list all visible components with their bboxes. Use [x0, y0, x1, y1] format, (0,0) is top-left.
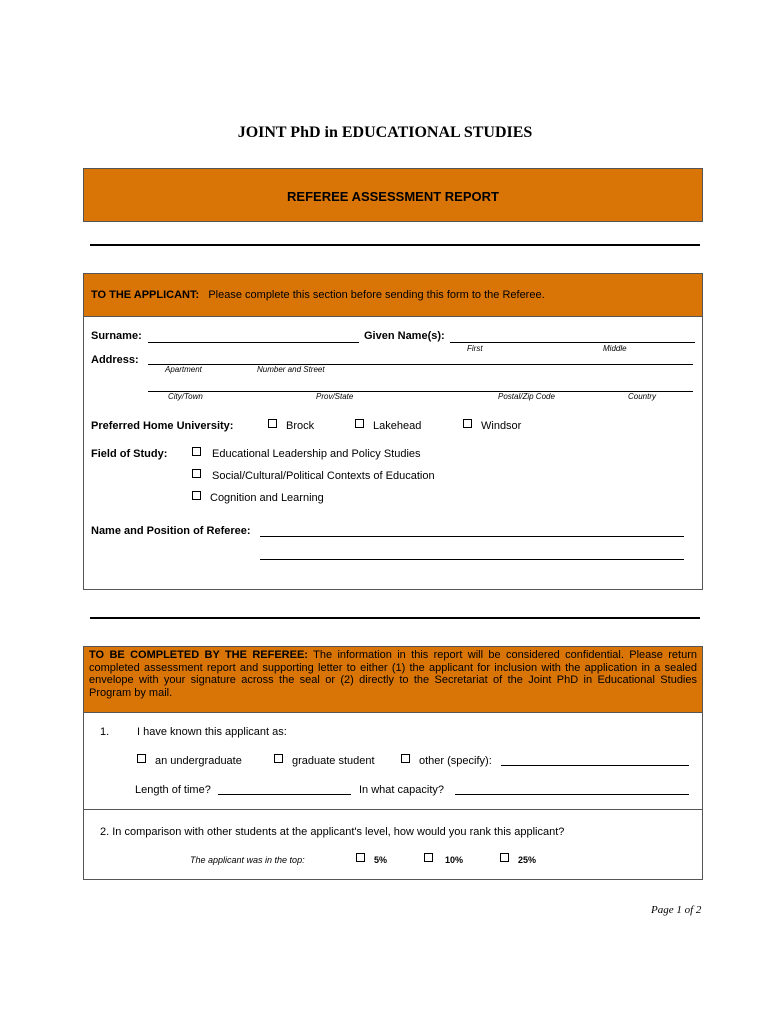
surname-field[interactable]	[148, 342, 359, 343]
length-label: Length of time?	[135, 784, 211, 796]
given-names-field[interactable]	[450, 342, 695, 343]
applicant-heading-bold: TO THE APPLICANT:	[91, 289, 200, 301]
checkbox-field-cognition[interactable]	[192, 491, 201, 500]
checkbox-graduate[interactable]	[274, 754, 283, 763]
applicant-heading-text: Please complete this section before sending this form to the Referee.	[208, 289, 545, 301]
referee-divider	[84, 809, 702, 810]
checkbox-undergraduate[interactable]	[137, 754, 146, 763]
checkbox-field-social[interactable]	[192, 469, 201, 478]
address-label: Address:	[91, 354, 139, 366]
field-cognition: Cognition and Learning	[210, 492, 324, 504]
university-label: Preferred Home University:	[91, 420, 234, 432]
other-specify-field[interactable]	[501, 765, 689, 766]
q2-text: 2. In comparison with other students at the applicant's level, how would you rank this applicant?	[100, 826, 565, 838]
field-label: Field of Study:	[91, 448, 168, 460]
rank-10: 10%	[445, 855, 464, 865]
field-social: Social/Cultural/Political Contexts of Education	[212, 470, 435, 482]
middle-label: Middle	[603, 344, 627, 353]
referee-heading-bar	[84, 647, 702, 713]
length-field[interactable]	[218, 794, 351, 795]
checkbox-rank-10[interactable]	[424, 853, 433, 862]
address-line-2[interactable]	[148, 391, 693, 392]
field-leadership: Educational Leadership and Policy Studies	[212, 448, 421, 460]
university-brock: Brock	[286, 420, 315, 432]
divider-middle	[90, 617, 700, 619]
divider-top	[90, 244, 700, 246]
q1-number: 1.	[100, 726, 110, 738]
referee-heading	[89, 649, 697, 699]
country-label: Country	[628, 392, 657, 401]
page-title: JOINT PhD in EDUCATIONAL STUDIES	[237, 124, 533, 141]
rank-25: 25%	[518, 855, 537, 865]
applicant-heading	[91, 289, 545, 301]
referee-field-1[interactable]	[260, 536, 684, 537]
referee-label: Name and Position of Referee:	[91, 525, 251, 537]
capacity-field[interactable]	[455, 794, 689, 795]
apartment-label: Apartment	[165, 365, 202, 374]
checkbox-field-leadership[interactable]	[192, 447, 201, 456]
capacity-label: In what capacity?	[359, 784, 444, 796]
rank-5: 5%	[374, 855, 388, 865]
referee-heading-bold: TO BE COMPLETED BY THE REFEREE:	[89, 649, 308, 661]
prov-label: Prov/State	[316, 392, 354, 401]
report-header: REFEREE ASSESSMENT REPORT	[287, 189, 499, 204]
q1-text: I have known this applicant as:	[137, 726, 287, 738]
surname-label: Surname:	[91, 330, 142, 342]
address-line-1[interactable]	[148, 364, 693, 365]
checkbox-rank-25[interactable]	[500, 853, 509, 862]
given-names-label: Given Name(s):	[364, 330, 445, 342]
option-other: other (specify):	[419, 755, 492, 767]
applicant-heading-bar	[84, 274, 702, 317]
first-label: First	[467, 344, 483, 353]
option-graduate: graduate student	[292, 755, 375, 767]
checkbox-brock[interactable]	[268, 419, 277, 428]
option-undergraduate: an undergraduate	[155, 755, 242, 767]
postal-label: Postal/Zip Code	[498, 392, 555, 401]
checkbox-windsor[interactable]	[463, 419, 472, 428]
checkbox-other[interactable]	[401, 754, 410, 763]
checkbox-lakehead[interactable]	[355, 419, 364, 428]
street-label: Number and Street	[257, 365, 325, 374]
university-windsor: Windsor	[481, 420, 522, 432]
top-label: The applicant was in the top:	[190, 855, 305, 865]
referee-field-2[interactable]	[260, 559, 684, 560]
checkbox-rank-5[interactable]	[356, 853, 365, 862]
university-lakehead: Lakehead	[373, 420, 422, 432]
page-number: Page 1 of 2	[651, 904, 702, 916]
city-label: City/Town	[168, 392, 203, 401]
report-header-box	[83, 168, 703, 222]
referee-heading-text: The information in this report will be considered confidential. Please return completed assessment report and supporting letter to either (1) the applicant for inclusion with the application in a sealed envelope with your signature across the seal or (2) directly to the Secretariat of the Joint PhD in Educational Studies Program by mail.	[89, 649, 697, 699]
